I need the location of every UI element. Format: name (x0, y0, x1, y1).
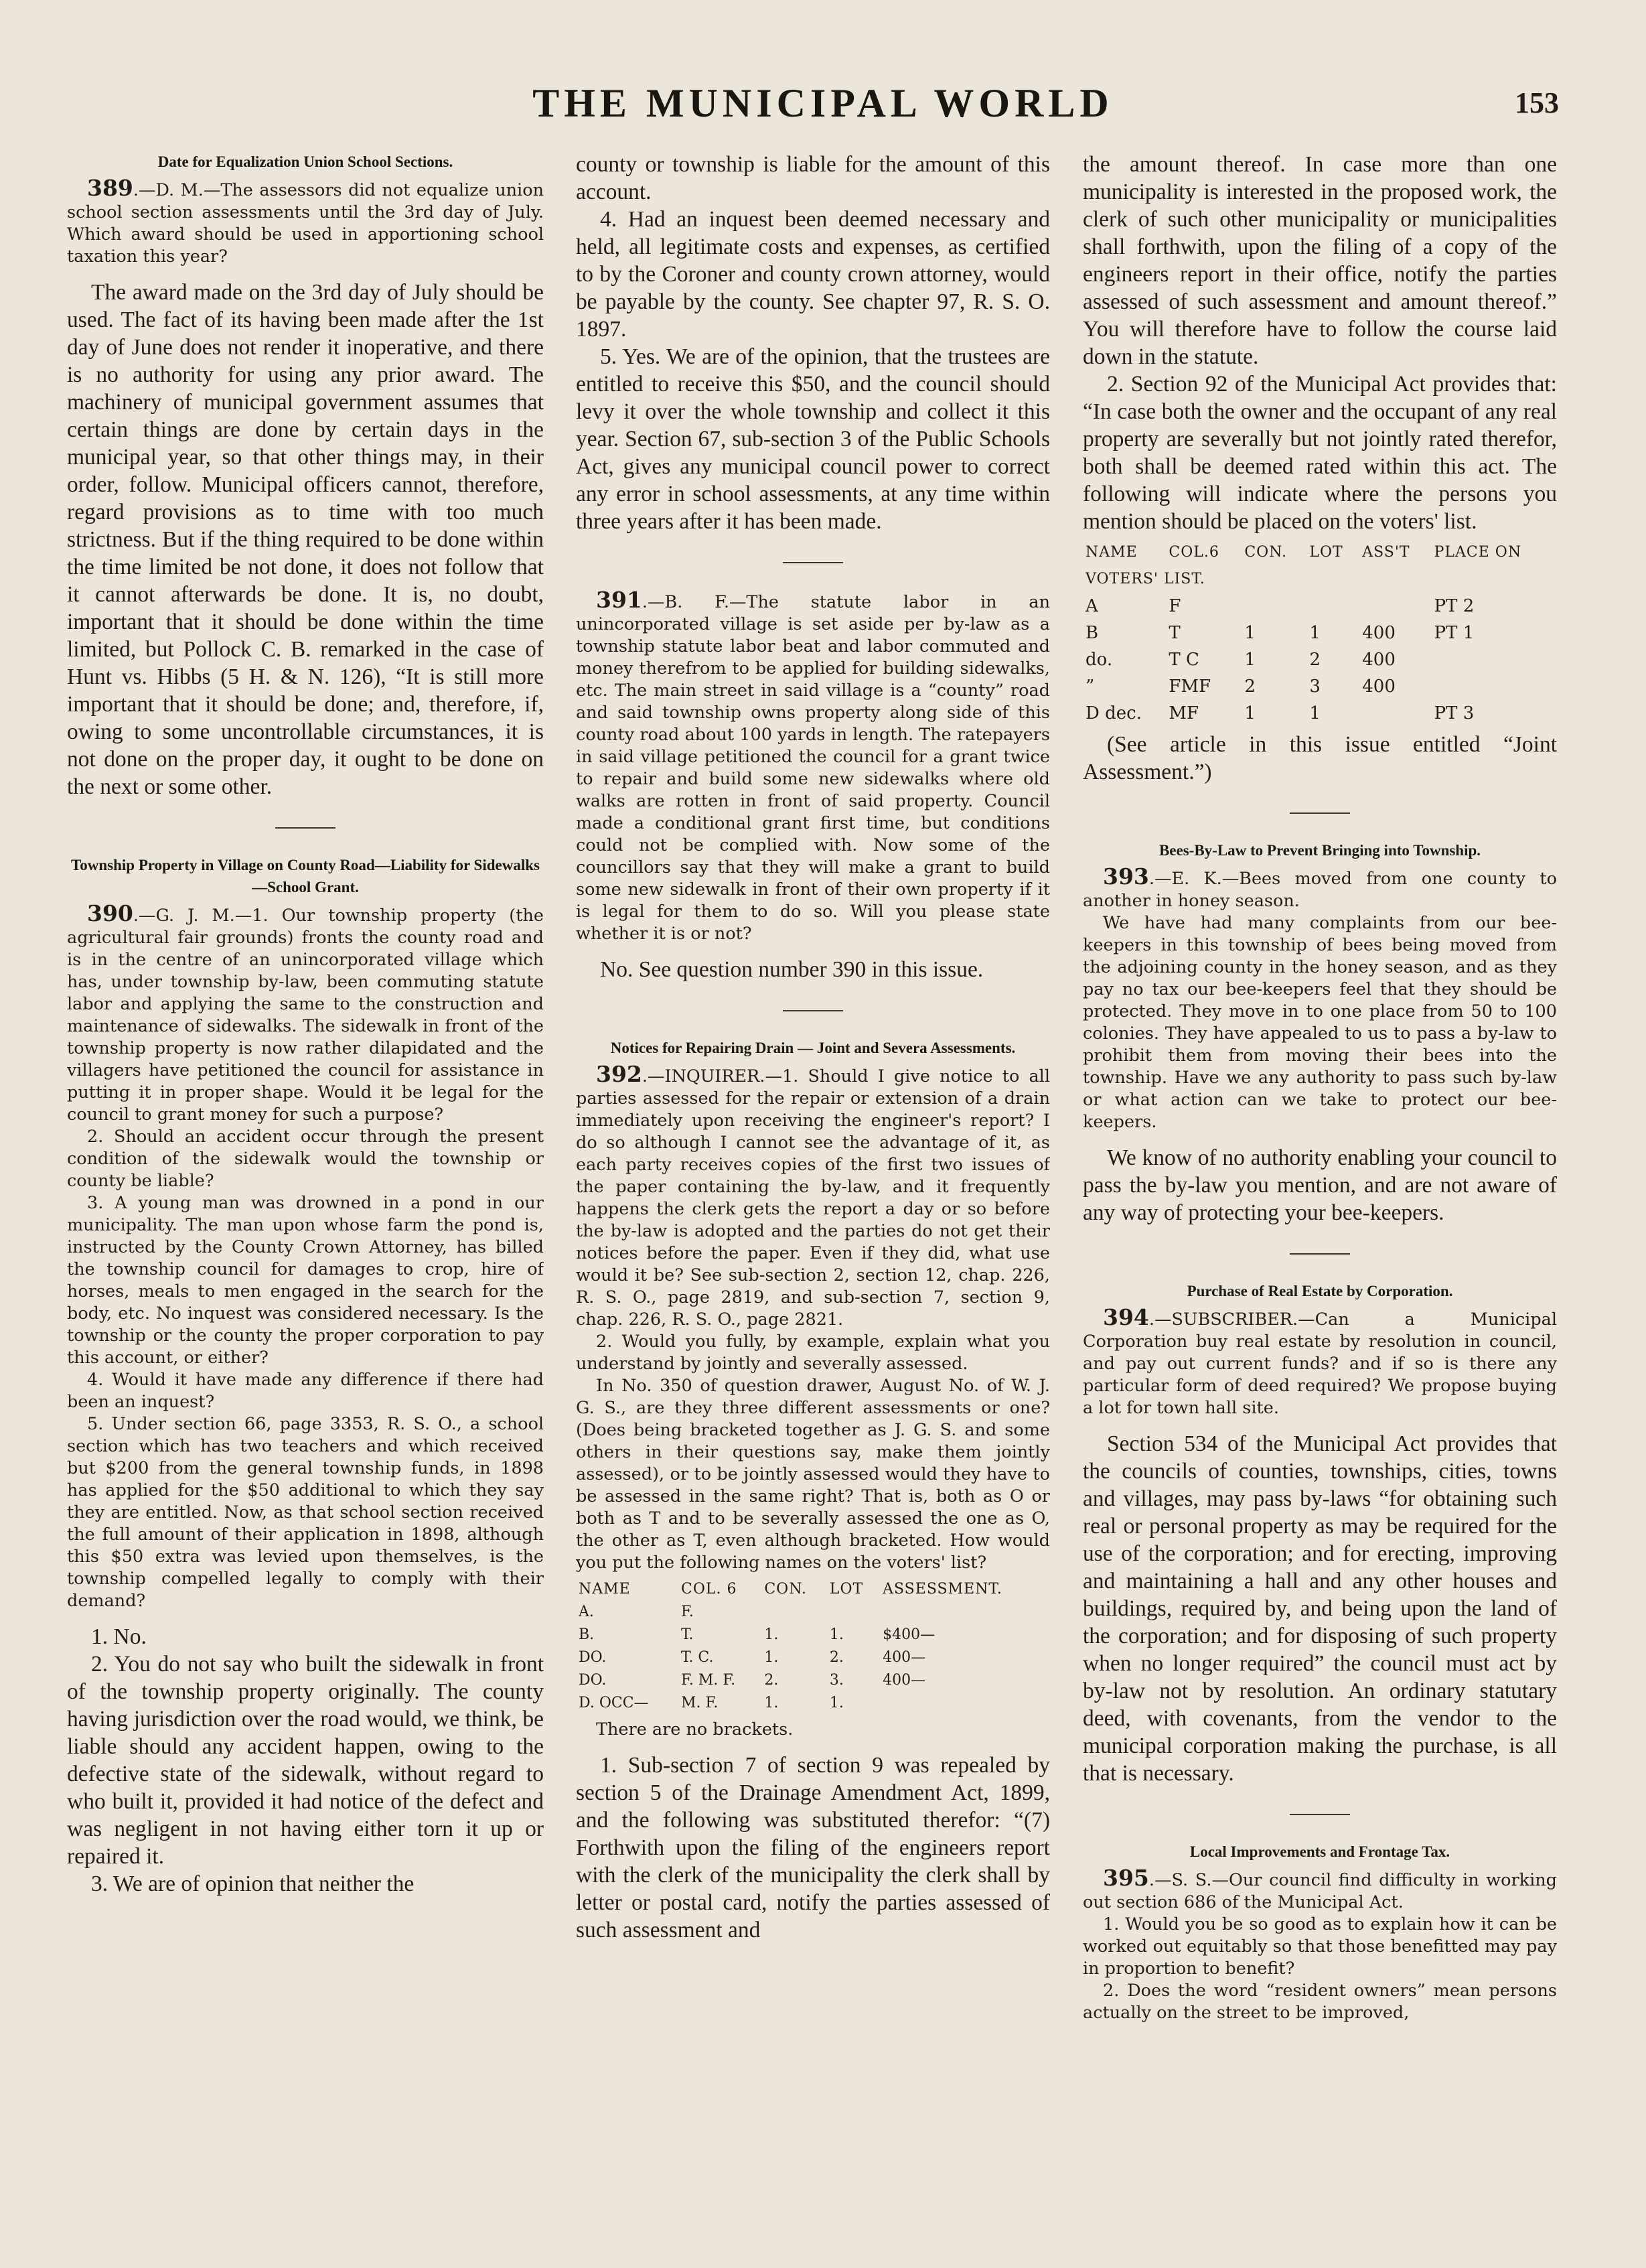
question-number-392: 392 (596, 1061, 642, 1087)
heading-390: Township Property in Village on County Road—Liability for Sidewalks—School Grant. (71, 857, 540, 896)
table-header-cell: ASSESSMENT. (883, 1581, 1002, 1598)
section-divider (1290, 1253, 1350, 1255)
table-cell (1306, 593, 1359, 620)
question-390-part-1: .—G. J. M.—1. Our township property (the agricultural fair grounds) fronts the county road and is in the centre of an unincorporated village which has, under township by-law, been commuting statute labor and applying the same to the construction and maintenance of sidewalks. The sidewalk in front of the township property is now rather dilapidated and the villagers have petitioned the council for assistance in putting it in proper shape. Would it be legal for the council to grant money for such a purpose? (67, 906, 544, 1125)
table-header-cell: ASS'T (1362, 544, 1410, 561)
question-number-394: 394 (1103, 1304, 1149, 1330)
table-cell (761, 1601, 826, 1624)
table-header-cell: NAME (579, 1581, 631, 1598)
table-cell: D. OCC— (579, 1695, 649, 1711)
question-395-part-1: .—S. S.—Our council find difficulty in working out section 686 of the Municipal Act. (1083, 1870, 1557, 1912)
answer-389: The award made on the 3rd day of July should be used. The fact of its having been made after the 1st day of June does not render it inoperative, and there is no authority for using any prior award. The machinery of municipal government assumes that certain things are done by certain days in the municipal year, so that other things may, in their order, follow. Municipal officers cannot, therefore, regard provisions as to time with too much strictness. But if the thing required to be done within the time limited be not done, it does not follow that it cannot afterwards be done. It is, no doubt, important that it should be done within the time limited, but Pollock C. B. remarked in the case of Hunt vs. Hibbs (5 H. & N. 126), “It is still more important that it should be done; and, therefore, if, owing to some uncontrollable circumstances, it is not done on the proper day, it ought to be done on the next or some other. (67, 280, 544, 799)
answer-390-1: 1. No. (91, 1624, 147, 1649)
table-cell: 1. (764, 1649, 779, 1666)
question-number-393: 393 (1103, 863, 1149, 890)
answer-390-3-continued: county or township is liable for the amount of this account. (576, 152, 1050, 204)
masthead (0, 80, 1646, 134)
question-391 (576, 589, 1050, 945)
table-cell: D dec. (1086, 703, 1142, 723)
table-header-cell: LOT (1309, 544, 1343, 561)
heading-395: Local Improvements and Frontage Tax. (1189, 1843, 1450, 1860)
table-cell: 1 (1309, 703, 1321, 723)
table-row (576, 1669, 1050, 1692)
table-header-cell: CON. (764, 1581, 808, 1598)
answer-391: No. See question number 390 in this issue. (600, 957, 984, 982)
answer-394: Section 534 of the Municipal Act provides that the councils of counties, townships, cities, towns and villages, may pass by-laws “for obtaining such real or personal property as may be required for the use of the corporation; and for erecting, improving and maintaining a hall and any other houses and buildings, required by, and being upon the land of the corporation; and for disposing of such property when no longer required” the council must act by by-law not by resolution. An ordinary statutary deed, with covenants, from the vendor to the municipal corporation making the purchase, is all that is necessary. (1083, 1431, 1557, 1786)
table-cell: M. F. (681, 1695, 719, 1711)
table-row (576, 1646, 1050, 1669)
section-divider (1290, 1814, 1350, 1815)
question-393-part-2: We have had many complaints from our bee-keepers in this township of bees being moved from the adjoining county in the honey season, and as they pay no tax our bee-keepers feel that they should be protected. They move in to one place from 50 to 100 colonies. They have appealed to us to pass a by-law to prohibit them from moving their bees into the township. Have we any authority to pass such by-law or what action can we take to protect our bee-keepers. (1083, 913, 1557, 1132)
table-header-cell: COL.6 (1169, 544, 1219, 561)
table-cell: PT 2 (1434, 596, 1475, 616)
table-cell: 400 (1362, 650, 1396, 670)
table-header-cell: LOT (829, 1581, 864, 1598)
column-right (1083, 151, 1557, 2241)
table-cell: 2. (829, 1649, 844, 1666)
table-cell: 400 (1362, 677, 1396, 697)
table-header-cell: PLACE ON (1434, 544, 1522, 561)
table-cell: ” (1086, 677, 1095, 697)
table-cell: 1 (1244, 703, 1256, 723)
answer-392-see-also: (See article in this issue entitled “Joint Assessment.”) (1083, 732, 1557, 784)
table-cell: 400— (883, 1672, 926, 1689)
table-row (1083, 646, 1557, 673)
table-header-row (1083, 539, 1557, 566)
table-cell: 400 (1362, 623, 1396, 643)
table-cell: $400— (883, 1626, 936, 1643)
table-cell: A. (579, 1604, 594, 1620)
heading-392: Notices for Repairing Drain — Joint and Severa Assessments. (610, 1040, 1016, 1056)
table-cell: 1 (1244, 623, 1256, 643)
section-divider (783, 1010, 843, 1011)
table-row (1083, 620, 1557, 646)
section-divider (275, 827, 335, 829)
question-392-part-3: In No. 350 of question drawer, August No. of W. J. G. S., are they three different assessments or one? (Does being bracketed together as J. G. S. and some others in their questions say, make them jointly assessed), or to be jointly assessed would they have to be assessed in the same right? That is, both as O or both as T and to be severally assessed the one as O, the other as T, even although bracketed. How would you put the following names on the voters' list? (576, 1376, 1050, 1573)
answer-390-2: 2. You do not say who built the sidewalk in front of the township property originally. The county having jurisdiction over the road would, we think, be liable should any accident happen, owing to the defective state of the sidewalk, without regard to who built it, provided it had notice of the defect and was negligent in not having either torn it up or repaired it. (67, 1652, 544, 1869)
table-cell (1242, 593, 1306, 620)
answer-390-5: 5. Yes. We are of the opinion, that the trustees are entitled to receive this $50, and the council should levy it over the whole township and collect it this year. Section 67, sub-section 3 of the Public Schools Act, gives any municipal council power to correct any error in school assessments, at any time within three years after it has been made. (576, 344, 1050, 534)
table-row (576, 1624, 1050, 1646)
answer-393: We know of no authority enabling your council to pass the by-law you mention, and are not aware of any way of protecting your bee-keepers. (1083, 1145, 1557, 1225)
column-middle (576, 151, 1050, 2241)
table-cell: 1. (764, 1626, 779, 1643)
table-header-row (1083, 566, 1557, 593)
table-cell (880, 1601, 1050, 1624)
table-cell: do. (1086, 650, 1113, 670)
table-cell: PT 1 (1434, 623, 1475, 643)
question-number-389: 389 (87, 175, 133, 201)
table-cell: T. (681, 1626, 694, 1643)
table-cell (827, 1601, 880, 1624)
table-note: There are no brackets. (596, 1719, 794, 1740)
question-390-part-4: 4. Would it have made any difference if there had been an inquest? (67, 1370, 544, 1412)
question-395-part-3: 2. Does the word “resident owners” mean persons actually on the street to be improved, (1083, 1981, 1557, 2023)
question-390 (67, 902, 544, 1126)
heading-393: Bees-By-Law to Prevent Bringing into Township. (1158, 842, 1481, 859)
table-cell: 1. (829, 1695, 844, 1711)
table-cell: 1. (764, 1695, 779, 1711)
table-row (1083, 673, 1557, 700)
answer-392-2: 2. Section 92 of the Municipal Act provides that: “In case both the owner and the occupant of any real property are severally but not jointly rated therefor, both shall be deemed rated within this act. The following will indicate where the persons you mention should be placed on the voters' list. (1083, 372, 1557, 534)
table-cell (1359, 593, 1431, 620)
table-cell: 400— (883, 1649, 926, 1666)
table-row (1083, 700, 1557, 727)
heading-394: Purchase of Real Estate by Corporation. (1187, 1283, 1453, 1299)
table-header-cell: CON. (1244, 544, 1288, 561)
question-389 (67, 177, 544, 268)
table-cell (880, 1692, 1050, 1715)
table-cell: FMF (1169, 677, 1211, 697)
question-391-text: .—B. F.—The statute labor in an unincorporated village is set aside per by-law as a township statute labor beat and labor commuted and money therefrom to be applied for building sidewalks, etc. The main street in said village is a “county” road and said township owns property along side of this county road about 100 yards in length. The ratepayers in said village petitioned the council for a grant twice to repair and build some new sidewalks where old walks are rotten in front of said property. Council made a conditional grant first time, but conditions could not be complied with. Now some of the councillors say that they will make a grant to build some new sidewalk in front of their own property if it is legal for them to do so. Will you please state whether it is or not? (576, 592, 1050, 944)
question-395-part-2: 1. Would you be so good as to explain how it can be worked out equitably so that those benefitted may pay in proportion to benefit? (1083, 1914, 1557, 1979)
question-number-395: 395 (1103, 1865, 1149, 1891)
question-394 (1083, 1306, 1557, 1419)
table-cell: B. (579, 1626, 595, 1643)
table-cell (1432, 646, 1557, 673)
table-header-row (576, 1578, 1050, 1601)
table-cell: B (1086, 623, 1099, 643)
table-cell: 1 (1309, 623, 1321, 643)
answer-392-1: 1. Sub-section 7 of section 9 was repealed by section 5 of the Drainage Amendment Act, 1899, and the following was substituted therefor: “(7) Forthwith upon the filing of the engineers report with the clerk of the municipality the clerk shall by letter or postal card, notify the parties assessed of such assessment and (576, 1753, 1050, 1942)
question-389-text: .—D. M.—The assessors did not equalize union school section assessments until the 3rd day of July. Which award should be used in apportioning school taxation this year? (67, 180, 544, 267)
section-divider (783, 562, 843, 563)
page-number: 153 (1515, 86, 1559, 119)
table-cell: 1 (1244, 650, 1256, 670)
question-390-part-5: 5. Under section 66, page 3353, R. S. O., a school section which has two teachers and which received but $200 from the general township funds, in 1898 has applied for the $50 additional to which they say they are entitled. Now, as that school section received the full amount of their application in 1898, although this $50 extra was levied upon themselves, is the township compelled legally to comply with their demand? (67, 1414, 544, 1611)
voters-list-label: VOTERS' LIST. (1086, 571, 1205, 587)
table-cell: F (1169, 596, 1181, 616)
table-cell: 3 (1309, 677, 1321, 697)
table-header-cell: NAME (1086, 544, 1138, 561)
voters-list-table (1083, 539, 1557, 727)
table-cell: T (1169, 623, 1181, 643)
table-cell: DO. (579, 1672, 607, 1689)
table-header-cell: COL. 6 (681, 1581, 737, 1598)
table-cell: T. C. (681, 1649, 714, 1666)
journal-title: THE MUNICIPAL WORLD (532, 81, 1114, 125)
answer-392-1-continued: the amount thereof. In case more than one municipality is interested in the proposed work, the clerk of such other municipality or municipalities shall forthwith, upon the filing of a copy of the engineers report in their office, notify the parties assessed of such assessment and amount thereof.” You will therefore have to follow the course laid down in the statute. (1083, 152, 1557, 369)
table-cell (1359, 700, 1431, 727)
table-row (576, 1692, 1050, 1715)
table-cell: PT 3 (1434, 703, 1475, 723)
question-number-391: 391 (596, 587, 642, 613)
question-393 (1083, 865, 1557, 912)
section-divider (1290, 812, 1350, 814)
table-cell: MF (1169, 703, 1199, 723)
table-cell (1432, 673, 1557, 700)
table-cell: 1. (829, 1626, 844, 1643)
table-row (1083, 593, 1557, 620)
question-390-part-3: 3. A young man was drowned in a pond in our municipality. The man upon whose farm the pond is, instructed by the County Crown Attorney, has billed the township council for damages to crop, hire of horses, meals to men engaged in the search for the body, etc. No inquest was considered necessary. Is the township or the county the proper corporation to pay this account, or either? (67, 1193, 544, 1368)
table-cell: 2. (764, 1672, 779, 1689)
question-number-390: 390 (87, 900, 133, 926)
heading-389: Date for Equalization Union School Sections. (157, 153, 453, 170)
table-cell: F. M. F. (681, 1672, 736, 1689)
table-cell: 3. (829, 1672, 844, 1689)
question-393-part-1: .—E. K.—Bees moved from one county to another in honey season. (1083, 869, 1557, 911)
answer-390-4: 4. Had an inquest been deemed necessary and held, all legitimate costs and expenses, as certified to by the Coroner and county crown attorney, would be payable by the county. See chapter 97, R. S. O. 1897. (576, 207, 1050, 342)
table-cell: A (1086, 596, 1098, 616)
answer-390-3: 3. We are of opinion that neither the (91, 1871, 415, 1896)
table-cell: F. (681, 1604, 694, 1620)
table-cell: DO. (579, 1649, 607, 1666)
table-cell: T C (1169, 650, 1199, 670)
question-392 (576, 1063, 1050, 1331)
question-395 (1083, 1867, 1557, 1914)
question-392-part-2: 2. Would you fully, by example, explain what you understand by jointly and severally assessed. (576, 1332, 1050, 1374)
question-390-part-2: 2. Should an accident occur through the present condition of the sidewalk would the township or county be liable? (67, 1127, 544, 1191)
table-cell: 2 (1244, 677, 1256, 697)
question-394-text: .—SUBSCRIBER.—Can a Municipal Corporation buy real estate by resolution in council, and pay out current funds? and if so is there any particular form of deed required? We propose buying a lot for town hall site. (1083, 1309, 1557, 1418)
question-392-table (576, 1578, 1050, 1715)
table-row (576, 1601, 1050, 1624)
table-cell: 2 (1309, 650, 1321, 670)
column-left (67, 151, 544, 2241)
question-392-part-1: .—INQUIRER.—1. Should I give notice to all parties assessed for the repair or extension of a drain immediately upon receiving the engineer's report? I do so although I cannot see the advantage of it, as each party receives copies of the first two issues of the paper containing the by-law, and it frequently happens the clerk gets the report a day or so before the by-law is adopted and the parties do not get their notices before the paper. Even if they did, what use would it be? See sub-section 2, section 12, chap. 226, R. S. O., page 2819, and sub-section 7, section 9, chap. 226, R. S. O., page 2821. (576, 1066, 1050, 1330)
